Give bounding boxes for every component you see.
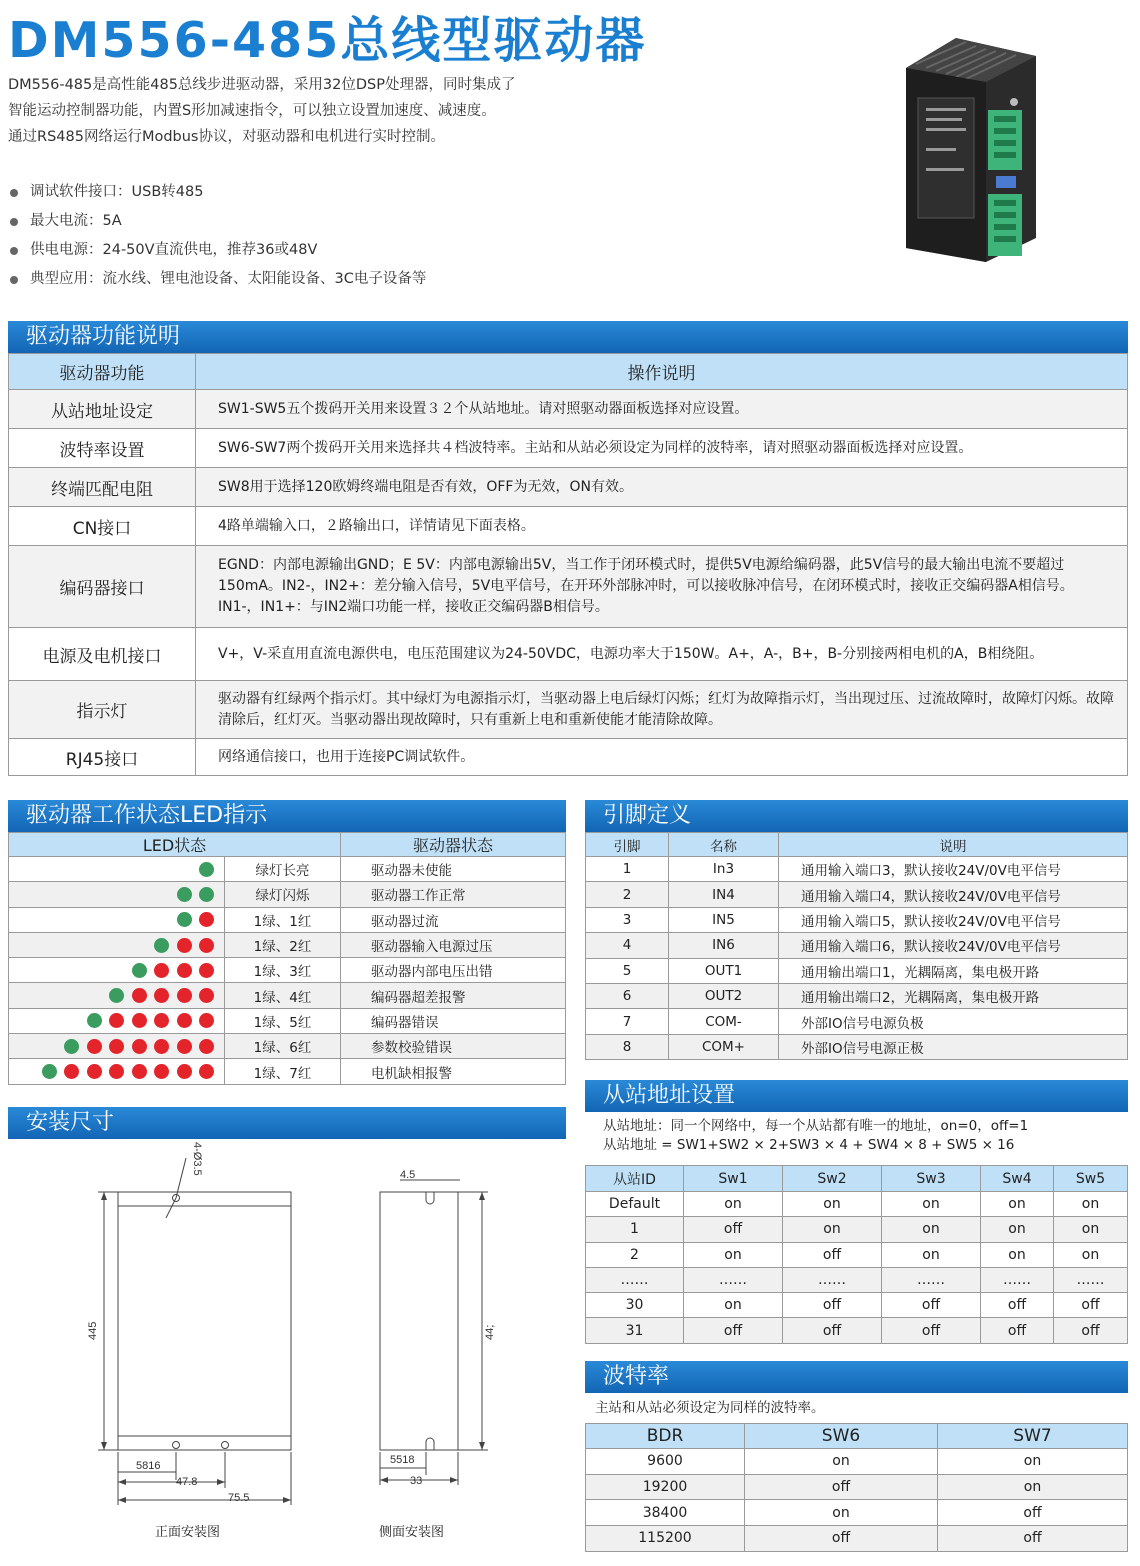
switch-state: on: [1054, 1192, 1128, 1217]
pin-section-title: 引脚定义: [585, 800, 1128, 832]
red-led-icon: [132, 1039, 147, 1054]
station-id: 30: [586, 1293, 684, 1318]
switch-state: off: [745, 1526, 938, 1552]
function-name: 从站地址设定: [9, 390, 196, 429]
table-row: [9, 468, 1128, 507]
led-status: 驱动器未使能: [341, 857, 566, 882]
table-row: [586, 1500, 1128, 1526]
table-row: [9, 507, 1128, 546]
mount-hole: [222, 1442, 229, 1449]
function-desc: 4路单端输入口，２路输出口，详情请见下面表格。: [196, 507, 1128, 546]
led-status: 编码器超差报警: [341, 983, 566, 1008]
table-row: [586, 907, 1128, 932]
green-led-icon: [177, 912, 192, 927]
column-header: 名称: [669, 833, 779, 857]
pin-desc: 通用输入端口6，默认接收24V/0V电平信号: [779, 933, 1128, 958]
table-header-row: [586, 833, 1128, 857]
switch-state: on: [938, 1449, 1128, 1475]
led-status: 参数校验错误: [341, 1034, 566, 1059]
red-led-icon: [132, 1064, 147, 1079]
table-row: [586, 1034, 1128, 1059]
pin-number: 2: [586, 882, 669, 907]
dim-width1-label: 5816: [136, 1460, 161, 1472]
switch-state: on: [684, 1293, 783, 1318]
baud-rate: 9600: [586, 1449, 745, 1475]
pin-name: COM-: [669, 1009, 779, 1034]
switch-state: on: [684, 1192, 783, 1217]
function-name: CN接口: [9, 507, 196, 546]
intro-paragraph: [8, 72, 628, 150]
switch-state: on: [745, 1500, 938, 1526]
green-led-icon: [132, 963, 147, 978]
switch-state: off: [1054, 1293, 1128, 1318]
led-section-title: 驱动器工作状态LED指示: [8, 800, 566, 832]
table-row: [9, 857, 566, 882]
function-name: RJ45接口: [9, 739, 196, 776]
table-row: [9, 390, 1128, 429]
led-status: 驱动器输入电源过压: [341, 932, 566, 957]
dim-side-w2-label: 33: [410, 1475, 423, 1487]
dim-hole-label: 4-Ø3.5: [191, 1142, 203, 1176]
station-id: ……: [586, 1267, 684, 1292]
table-row: [586, 857, 1128, 882]
red-led-icon: [199, 1064, 214, 1079]
address-formula: 从站地址 = SW1+SW2 × 2+SW3 × 4 + SW4 × 8 + SW5 × 16: [603, 1137, 1015, 1153]
switch-state: on: [882, 1217, 981, 1242]
table-row: [586, 1217, 1128, 1242]
green-led-icon: [64, 1039, 79, 1054]
station-id: 1: [586, 1217, 684, 1242]
red-led-icon: [177, 1039, 192, 1054]
pin-desc: 通用输入端口5，默认接收24V/0V电平信号: [779, 907, 1128, 932]
table-row: [9, 628, 1128, 681]
led-status: 编码器错误: [341, 1008, 566, 1033]
table-row: [586, 882, 1128, 907]
dim-side-w1-label: 5518: [390, 1454, 415, 1466]
table-header-row: [9, 833, 566, 857]
table-row: [9, 983, 566, 1008]
address-note: 从站地址：同一个网络中，每一个从站都有唯一的地址，on=0，off=1: [603, 1118, 1029, 1134]
switch-state: on: [882, 1192, 981, 1217]
red-led-icon: [199, 963, 214, 978]
pin-table: [585, 832, 1128, 1060]
table-row: [9, 958, 566, 983]
address-section-title: 从站地址设置: [585, 1080, 1128, 1112]
function-name: 终端匹配电阻: [9, 468, 196, 507]
pin-desc: 通用输入端口3，默认接收24V/0V电平信号: [779, 857, 1128, 882]
led-code: 1绿、1红: [225, 907, 341, 932]
pin-desc: 外部IO信号电源正极: [779, 1034, 1128, 1059]
column-header: 说明: [779, 833, 1128, 857]
pin-desc: 通用输出端口1，光耦隔离，集电极开路: [779, 958, 1128, 983]
led-status: 电机缺相报警: [341, 1059, 566, 1084]
switch-state: on: [981, 1242, 1054, 1267]
table-row: [586, 1526, 1128, 1552]
column-header: 引脚: [586, 833, 669, 857]
green-led-icon: [42, 1064, 57, 1079]
function-name: 电源及电机接口: [9, 628, 196, 681]
green-led-icon: [199, 887, 214, 902]
function-name: 指示灯: [9, 681, 196, 739]
dim-width2-label: 47.8: [176, 1476, 198, 1488]
column-header: 驱动器功能: [9, 354, 196, 390]
dim-height-label: 445: [87, 1321, 99, 1340]
column-header: Sw1: [684, 1166, 783, 1192]
led-table: [8, 832, 566, 1085]
switch-state: on: [1054, 1242, 1128, 1267]
dim-side-height-label: 44;: [484, 1324, 496, 1340]
switch-state: on: [882, 1242, 981, 1267]
pin-desc: 通用输入端口4，默认接收24V/0V电平信号: [779, 882, 1128, 907]
red-led-icon: [154, 1039, 169, 1054]
column-header: 驱动器状态: [341, 833, 566, 857]
baud-section-title: 波特率: [585, 1361, 1128, 1393]
function-desc: V+，V-采直用直流电源供电，电压范围建议为24-50VDC，电源功率大于150W。A+，A-，B+，B-分别接两相电机的A，B相绕阻。: [196, 628, 1128, 681]
pin-name: IN6: [669, 933, 779, 958]
table-header-row: [9, 354, 1128, 390]
feature-item: 供电电源：24-50V直流供电，推荐36或48V: [8, 236, 426, 265]
front-view-caption: 正面安装图: [155, 1525, 221, 1540]
red-led-icon: [87, 1064, 102, 1079]
table-row: [9, 681, 1128, 739]
station-id: 31: [586, 1318, 684, 1343]
green-led-icon: [199, 862, 214, 877]
intro-line: DM556-485是高性能485总线步进驱动器，采用32位DSP处理器，同时集成了: [8, 77, 516, 93]
switch-state: off: [1054, 1318, 1128, 1343]
switch-state: on: [745, 1449, 938, 1475]
column-header: SW6: [745, 1424, 938, 1449]
switch-state: off: [882, 1318, 981, 1343]
red-led-icon: [154, 1064, 169, 1079]
table-row: [586, 1318, 1128, 1343]
switch-state: off: [783, 1318, 882, 1343]
function-desc: SW8用于选择120欧姆终端电阻是否有效，OFF为无效，ON有效。: [196, 468, 1128, 507]
baud-note: 主站和从站必须设定为同样的波特率。: [595, 1400, 825, 1416]
pin-name: IN4: [669, 882, 779, 907]
led-code: 绿灯长亮: [225, 857, 341, 882]
mount-hole: [173, 1442, 180, 1449]
pin-name: COM+: [669, 1034, 779, 1059]
red-led-icon: [109, 1013, 124, 1028]
red-led-icon: [177, 988, 192, 1003]
baud-rate: 19200: [586, 1474, 745, 1500]
pin-number: 4: [586, 933, 669, 958]
red-led-icon: [154, 988, 169, 1003]
green-led-icon: [154, 938, 169, 953]
feature-list: [8, 178, 426, 294]
switch-state: ……: [684, 1267, 783, 1292]
table-row: [586, 1293, 1128, 1318]
pin-number: 6: [586, 983, 669, 1008]
green-led-icon: [177, 887, 192, 902]
table-row: [586, 1449, 1128, 1475]
led-code: 1绿、6红: [225, 1034, 341, 1059]
column-header: BDR: [586, 1424, 745, 1449]
table-row: [9, 739, 1128, 776]
table-row: [586, 958, 1128, 983]
switch-state: off: [684, 1217, 783, 1242]
address-table: [585, 1165, 1128, 1344]
table-row: [9, 882, 566, 907]
red-led-icon: [177, 938, 192, 953]
red-led-icon: [177, 1013, 192, 1028]
table-row: [586, 1192, 1128, 1217]
pin-number: 5: [586, 958, 669, 983]
switch-state: ……: [882, 1267, 981, 1292]
led-code: 1绿、3红: [225, 958, 341, 983]
table-row: [586, 1267, 1128, 1292]
red-led-icon: [199, 988, 214, 1003]
red-led-icon: [64, 1064, 79, 1079]
switch-state: off: [981, 1318, 1054, 1343]
pin-number: 3: [586, 907, 669, 932]
red-led-icon: [109, 1064, 124, 1079]
led-status: 驱动器过流: [341, 907, 566, 932]
switch-state: off: [938, 1500, 1128, 1526]
red-led-icon: [109, 1039, 124, 1054]
function-desc: SW6-SW7两个拨码开关用来选择共４档波特率。主站和从站必须设定为同样的波特率，请对照驱动器面板选择对应设置。: [196, 429, 1128, 468]
led-indicator: [9, 882, 225, 907]
led-indicator: [9, 1008, 225, 1033]
led-indicator: [9, 857, 225, 882]
function-desc: 网络通信接口，也用于连接PC调试软件。: [196, 739, 1128, 776]
side-panel-outline: [380, 1192, 458, 1450]
switch-state: on: [783, 1192, 882, 1217]
pin-number: 7: [586, 1009, 669, 1034]
switch-state: off: [938, 1526, 1128, 1552]
table-row: [9, 907, 566, 932]
red-led-icon: [199, 1039, 214, 1054]
red-led-icon: [177, 1064, 192, 1079]
red-led-icon: [199, 938, 214, 953]
table-row: [9, 546, 1128, 628]
red-led-icon: [199, 1013, 214, 1028]
column-header: 从站ID: [586, 1166, 684, 1192]
front-panel-outline: [118, 1192, 291, 1450]
feature-item: 典型应用：流水线、锂电池设备、太阳能设备、3C电子设备等: [8, 265, 426, 294]
dim-width3-label: 75.5: [228, 1492, 250, 1504]
switch-state: off: [981, 1293, 1054, 1318]
feature-item: 最大电流：5A: [8, 207, 426, 236]
switch-state: ……: [1054, 1267, 1128, 1292]
function-name: 波特率设置: [9, 429, 196, 468]
switch-state: on: [783, 1217, 882, 1242]
table-row: [9, 1034, 566, 1059]
dim-side-top-label: 4.5: [400, 1169, 416, 1181]
switch-state: off: [882, 1293, 981, 1318]
function-desc: EGND：内部电源输出GND；E 5V：内部电源输出5V，当工作于闭环模式时，提供5V电源给编码器，此5V信号的最大输出电流不要超过150mA。IN2-，IN2+：差分输入信号，5V电平信号，在开环外部脉冲时，可以接收脉冲信号，在闭环模式时，接收正交编码器A相信号。IN1-，IN1+：与IN2端口功能一样，接收正交编码器B相信号。: [196, 546, 1128, 628]
switch-state: off: [783, 1242, 882, 1267]
column-header: Sw3: [882, 1166, 981, 1192]
install-section-title: 安装尺寸: [8, 1107, 566, 1139]
pin-number: 1: [586, 857, 669, 882]
pin-number: 8: [586, 1034, 669, 1059]
feature-item: 调试软件接口：USB转485: [8, 178, 426, 207]
column-header: Sw4: [981, 1166, 1054, 1192]
column-header: 操作说明: [196, 354, 1128, 390]
page-title: DM556-485总线型驱动器: [8, 12, 647, 69]
switch-state: on: [981, 1192, 1054, 1217]
function-desc: 驱动器有红绿两个指示灯。其中绿灯为电源指示灯，当驱动器上电后绿灯闪烁；红灯为故障指示灯，当出现过压、过流故障时，故障灯闪烁。故障清除后，红灯灭。当驱动器出现故障时，只有重新上电和重新使能才能清除故障。: [196, 681, 1128, 739]
product-image: [896, 38, 1036, 262]
led-indicator: [9, 907, 225, 932]
column-header: Sw2: [783, 1166, 882, 1192]
table-row: [9, 1059, 566, 1084]
switch-state: ……: [783, 1267, 882, 1292]
led-code: 1绿、5红: [225, 1008, 341, 1033]
led-code: 1绿、7红: [225, 1059, 341, 1084]
led-status: 驱动器内部电压出错: [341, 958, 566, 983]
switch-state: off: [684, 1318, 783, 1343]
function-desc: SW1-SW5五个拨码开关用来设置３２个从站地址。请对照驱动器面板选择对应设置。: [196, 390, 1128, 429]
led-indicator: [9, 958, 225, 983]
pin-desc: 通用输出端口2，光耦隔离，集电极开路: [779, 983, 1128, 1008]
switch-state: on: [1054, 1217, 1128, 1242]
pin-desc: 外部IO信号电源负极: [779, 1009, 1128, 1034]
table-row: [586, 1242, 1128, 1267]
switch-state: ……: [981, 1267, 1054, 1292]
pin-name: In3: [669, 857, 779, 882]
led-indicator: [9, 932, 225, 957]
table-row: [586, 983, 1128, 1008]
column-header: LED状态: [9, 833, 341, 857]
led-code: 1绿、4红: [225, 983, 341, 1008]
function-table: [8, 353, 1128, 776]
led-code: 绿灯闪烁: [225, 882, 341, 907]
switch-state: off: [745, 1474, 938, 1500]
red-led-icon: [154, 963, 169, 978]
table-row: [586, 1474, 1128, 1500]
table-header-row: [586, 1166, 1128, 1192]
intro-line: 通过RS485网络运行Modbus协议，对驱动器和电机进行实时控制。: [8, 129, 445, 145]
led-code: 1绿、2红: [225, 932, 341, 957]
red-led-icon: [177, 963, 192, 978]
side-view-caption: 侧面安装图: [379, 1525, 445, 1540]
intro-line: 智能运动控制器功能，内置S形加减速指令，可以独立设置加速度、减速度。: [8, 103, 496, 119]
green-led-icon: [109, 988, 124, 1003]
led-indicator: [9, 1059, 225, 1084]
table-row: [586, 1009, 1128, 1034]
led-indicator: [9, 1034, 225, 1059]
red-led-icon: [154, 1013, 169, 1028]
pin-name: OUT2: [669, 983, 779, 1008]
red-led-icon: [87, 1039, 102, 1054]
green-led-icon: [87, 1013, 102, 1028]
function-name: 编码器接口: [9, 546, 196, 628]
column-header: Sw5: [1054, 1166, 1128, 1192]
switch-state: off: [783, 1293, 882, 1318]
switch-state: on: [981, 1217, 1054, 1242]
red-led-icon: [132, 1013, 147, 1028]
station-id: Default: [586, 1192, 684, 1217]
table-row: [9, 932, 566, 957]
red-led-icon: [199, 912, 214, 927]
table-row: [9, 429, 1128, 468]
baud-table: [585, 1423, 1128, 1552]
pin-name: IN5: [669, 907, 779, 932]
table-header-row: [586, 1424, 1128, 1449]
switch-state: on: [684, 1242, 783, 1267]
pin-name: OUT1: [669, 958, 779, 983]
table-row: [9, 1008, 566, 1033]
red-led-icon: [132, 988, 147, 1003]
baud-rate: 115200: [586, 1526, 745, 1552]
station-id: 2: [586, 1242, 684, 1267]
install-diagram: [0, 1140, 580, 1560]
baud-rate: 38400: [586, 1500, 745, 1526]
column-header: SW7: [938, 1424, 1128, 1449]
function-section-title: 驱动器功能说明: [8, 321, 1128, 353]
switch-state: on: [938, 1474, 1128, 1500]
led-status: 驱动器工作正常: [341, 882, 566, 907]
led-indicator: [9, 983, 225, 1008]
table-row: [586, 933, 1128, 958]
